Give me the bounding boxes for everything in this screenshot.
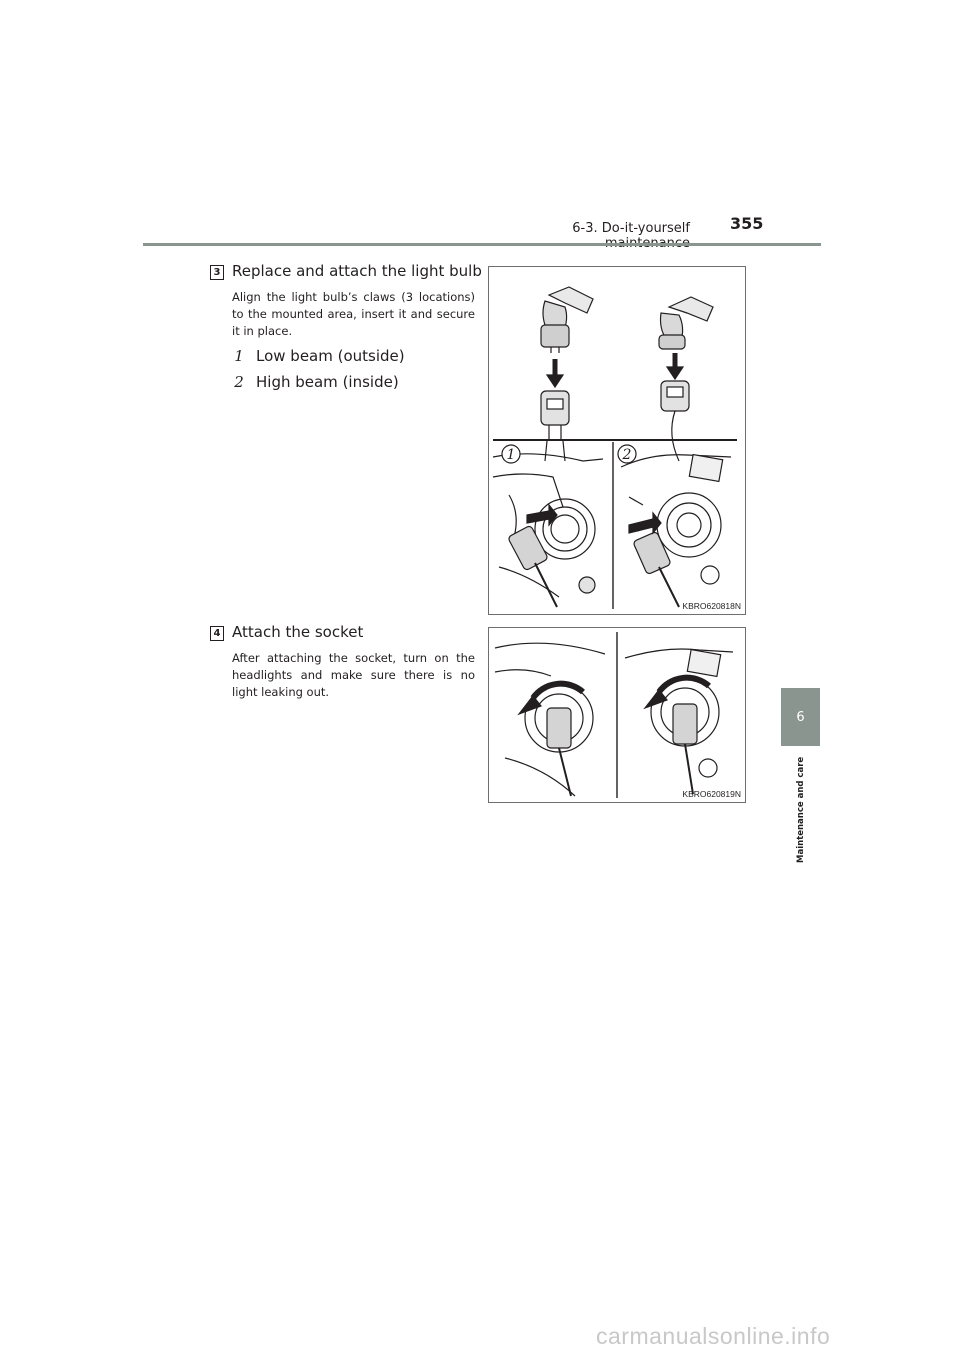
high-beam-socket-icon xyxy=(661,381,689,461)
chapter-number: 6 xyxy=(796,709,805,725)
callout-number-2: 2 xyxy=(234,373,244,391)
section-title: 6-3. Do-it-yourself xyxy=(572,221,690,236)
chapter-tab xyxy=(781,688,820,746)
step-3-title: Replace and attach the light bulb xyxy=(232,262,482,280)
high-beam-housing-icon xyxy=(621,455,731,607)
low-beam-housing-icon xyxy=(493,454,603,607)
callout-number-1: 1 xyxy=(234,347,244,365)
step-3-body: Align the light bulb’s claws (3 locations) to the mounted area, insert it and secure it in place. xyxy=(232,290,475,338)
step-4-number: 4 xyxy=(210,626,224,641)
bulb-replacement-illustration xyxy=(489,267,745,614)
high-beam-socket-rotation-icon xyxy=(625,649,733,794)
bulb-replacement-figure xyxy=(488,266,746,615)
high-beam-bulb-icon xyxy=(659,297,713,349)
callout-label-2: High beam (inside) xyxy=(256,373,399,391)
chapter-title-text: Maintenance and care xyxy=(796,757,806,864)
low-beam-socket-rotation-icon xyxy=(495,643,605,796)
callout-label-1: Low beam (outside) xyxy=(256,347,405,365)
step-4-body: After attaching the socket, turn on the headlights and make sure there is no light leaking out. xyxy=(232,651,475,699)
low-beam-socket-icon xyxy=(541,391,569,461)
callout-high-beam xyxy=(232,373,399,391)
socket-attach-illustration xyxy=(489,628,745,802)
figure-code: KBRO620818N xyxy=(682,601,741,611)
step-3-number: 3 xyxy=(210,265,224,280)
figure-callout-2: 2 xyxy=(622,447,632,463)
low-beam-bulb-icon xyxy=(541,287,593,353)
page-number: 355 xyxy=(730,214,764,233)
step-4-title: Attach the socket xyxy=(232,623,364,641)
watermark: carmanualsonline.info xyxy=(596,1323,831,1349)
figure-callout-1: 1 xyxy=(506,447,516,463)
header-rule xyxy=(143,243,821,246)
socket-attach-figure xyxy=(488,627,746,803)
chapter-title xyxy=(791,757,811,869)
figure-code: KBRO620819N xyxy=(682,789,741,799)
callout-low-beam xyxy=(232,347,405,365)
